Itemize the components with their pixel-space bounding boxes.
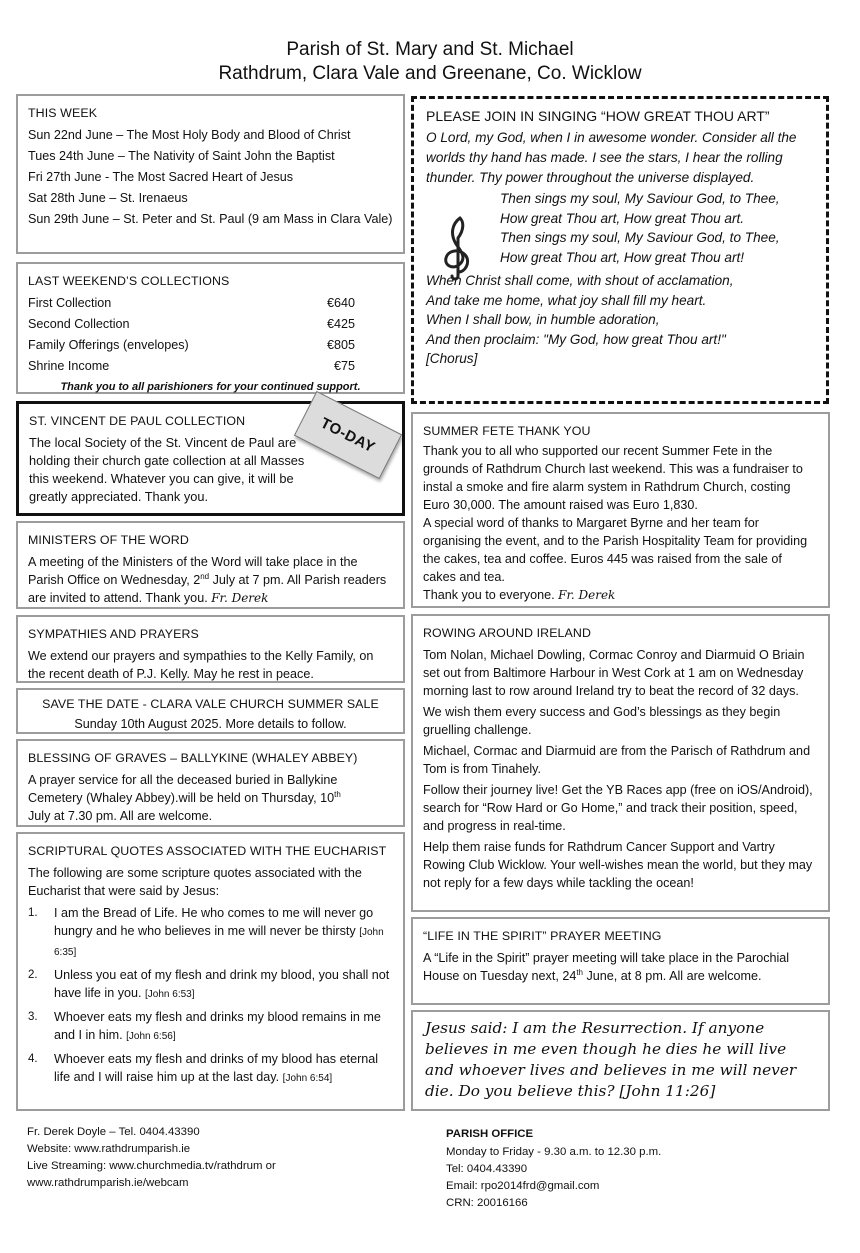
parish-office-line: Monday to Friday - 9.30 a.m. to 12.30 p.m. <box>446 1146 662 1158</box>
ministers-title: MINISTERS OF THE WORD <box>28 533 189 547</box>
graves-text-a: A prayer service for all the deceased buried in Ballykine Cemetery (Whaley Abbey).will be held on Thursday, 10 <box>28 773 338 805</box>
spirit-body <box>423 949 818 985</box>
collection-label: Family Offerings (envelopes) <box>28 338 189 352</box>
graves-box <box>16 739 405 827</box>
collections-title: LAST WEEKEND’S COLLECTIONS <box>28 274 230 288</box>
spirit-text-b: June, at 8 pm. All are welcome. <box>583 969 762 983</box>
ministers-body <box>28 553 393 607</box>
spirit-text-a: A “Life in the Spirit” prayer meeting will take place in the Parochial House on Tuesday next, 24 <box>423 951 790 983</box>
resurrection-quote: Jesus said: I am the Resurrection. If anyone believes in me even though he dies he will live and whoever lives and believes in me will never die. Do you believe this? [John 11:26] <box>425 1019 797 1100</box>
sympathies-title: SYMPATHIES AND PRAYERS <box>28 627 199 641</box>
collection-row <box>28 315 393 333</box>
rowing-para: Michael, Cormac and Diarmuid are from the Parisch of Rathdrum and Tom is from Tinahely. <box>423 744 811 776</box>
this-week-item: Tues 24th June – The Nativity of Saint John the Baptist <box>28 149 335 163</box>
graves-body <box>28 771 358 825</box>
graves-text-b: July at 7.30 pm. All are welcome. <box>28 809 213 823</box>
collection-label: Shrine Income <box>28 359 110 373</box>
rowing-para: Tom Nolan, Michael Dowling, Cormac Conroy and Diarmuid O Briain set out from Baltimore Harbour in West Cork at 1 am on Wednesday morning last to row around Ireland try to beat the record of 32 days. <box>423 648 805 698</box>
svdp-body: The local Society of the St. Vincent de Paul are holding their church gate collection at all Masses this weekend. Whatever you can give, it will be greatly appreciated. Thank you. <box>29 435 305 504</box>
footer-line: www.rathdrumparish.ie/webcam <box>27 1177 189 1189</box>
fete-thanks: Thank you to everyone. <box>423 588 559 602</box>
collection-amount: €75 <box>333 359 355 373</box>
collection-label: Second Collection <box>28 317 130 331</box>
footer-contact <box>27 1124 397 1192</box>
verse-line: When I shall bow, in humble adoration, <box>426 312 660 327</box>
ministers-signature: Fr. Derek <box>211 591 269 605</box>
this-week-box <box>16 94 405 254</box>
this-week-item: Fri 27th June - The Most Sacred Heart of Jesus <box>28 170 294 184</box>
rowing-title: ROWING AROUND IRELAND <box>423 626 592 640</box>
scripture-item <box>28 1050 393 1088</box>
scripture-num: 2. <box>28 969 38 981</box>
spirit-sup: th <box>576 967 583 977</box>
save-date-title: SAVE THE DATE - CLARA VALE CHURCH SUMMER SALE <box>42 697 379 711</box>
verse-line: And take me home, what joy shall fill my heart. <box>426 292 707 308</box>
scripture-text <box>54 966 393 1004</box>
verse-line: And then proclaim: "My God, how great Thou art!" <box>426 331 726 347</box>
chorus-line: How great Thou art, How great Thou art! <box>500 249 745 265</box>
verse-line: When Christ shall come, with shout of acclamation, <box>426 273 734 288</box>
fete-para: Thank you to all who supported our recent Summer Fete in the grounds of Rathdrum Church last weekend. This was a fundraiser to instal a smoke and fire alarm system in Rathdrum Church, costing Euro 30,000. The amount raised was Euro 1,830. <box>423 444 803 512</box>
ministers-box <box>16 521 405 609</box>
rowing-para: Follow their journey live! Get the YB Races app (free on iOS/Android), search for “Row Hard or Go Home,” and track their position, speed, and progress in real-time. <box>423 783 813 833</box>
scripture-item <box>28 904 393 962</box>
scripture-quote: Whoever eats my flesh and drinks my blood remains in me and I in him. <box>54 1010 381 1042</box>
ministers-sup: nd <box>200 571 210 581</box>
today-stamp: TO-DAY <box>294 391 402 479</box>
quote-box <box>411 1010 830 1111</box>
footer-line: Live Streaming: www.churchmedia.tv/rathdrum or <box>27 1160 276 1172</box>
collection-label: First Collection <box>28 296 112 310</box>
scripture-num: 1. <box>28 907 38 919</box>
scripture-quote: Whoever eats my flesh and drinks of my blood has eternal life and I will raise him up at the last day. <box>54 1052 379 1084</box>
parish-office-line: Email: rpo2014frd@gmail.com <box>446 1180 600 1192</box>
fete-para: A special word of thanks to Margaret Byrne and her team for organising the event, and to the Parish Hospitality Team for providing the cakes, tea and coffee. Euros 445 was raised from the sale of cakes and tea. <box>423 516 808 584</box>
collections-box <box>16 262 405 394</box>
scripture-ref: [John 6:56] <box>126 1031 176 1042</box>
collections-thanks: Thank you to all parishioners for your continued support. <box>60 381 361 393</box>
verse-line: [Chorus] <box>426 351 478 366</box>
hymn-verse-1: O Lord, my God, when I in awesome wonder. Consider all the worlds thy hand has made. I see the stars, I hear the rolling thunder. Thy power throughout the universe displayed. <box>426 130 797 185</box>
collection-row <box>28 357 393 375</box>
this-week-item: Sat 28th June – St. Irenaeus <box>28 191 188 205</box>
treble-clef-icon <box>430 212 484 282</box>
scripture-title: SCRIPTURAL QUOTES ASSOCIATED WITH THE EUCHARIST <box>28 844 387 858</box>
parish-office-title: PARISH OFFICE <box>446 1128 534 1140</box>
scripture-item <box>28 966 393 1004</box>
hymn-title: PLEASE JOIN IN SINGING “HOW GREAT THOU ART” <box>426 108 770 124</box>
scripture-text <box>54 1050 393 1088</box>
parish-office <box>446 1126 816 1212</box>
chorus-line: Then sings my soul, My Saviour God, to Thee, <box>500 191 780 206</box>
scripture-num: 3. <box>28 1011 38 1023</box>
scripture-text <box>54 904 393 962</box>
parish-title: Parish of St. Mary and St. Michael <box>286 39 574 60</box>
scripture-item <box>28 1008 393 1046</box>
this-week-item: Sun 22nd June – The Most Holy Body and Blood of Christ <box>28 128 351 142</box>
fete-title: SUMMER FETE THANK YOU <box>423 424 591 438</box>
this-week-item: Sun 29th June – St. Peter and St. Paul (9 am Mass in Clara Vale) <box>28 212 393 226</box>
footer-line: Website: www.rathdrumparish.ie <box>27 1143 191 1155</box>
scripture-text <box>54 1008 393 1046</box>
parish-office-line: CRN: 20016166 <box>446 1197 528 1209</box>
parish-subtitle: Rathdrum, Clara Vale and Greenane, Co. Wicklow <box>218 63 642 84</box>
page-header <box>0 38 860 86</box>
save-date-box <box>16 688 405 734</box>
scripture-ref: [John 6:35] <box>54 927 384 958</box>
scripture-quote: I am the Bread of Life. He who comes to me will never go hungry and he who believes in me will never be thirsty <box>54 906 374 938</box>
scripture-num: 4. <box>28 1053 38 1065</box>
rowing-para: We wish them every success and God’s blessings as they begin gruelling challenge. <box>423 705 781 737</box>
collection-row <box>28 294 393 312</box>
collection-amount: €425 <box>326 317 355 331</box>
sympathies-box <box>16 615 405 683</box>
scripture-ref: [John 6:54] <box>282 1073 333 1084</box>
svdp-title: ST. VINCENT DE PAUL COLLECTION <box>29 414 246 428</box>
scripture-quote: Unless you eat of my flesh and drink my blood, you shall not have life in you. <box>54 968 390 1000</box>
graves-title: BLESSING OF GRAVES – BALLYKINE (WHALEY ABBEY) <box>28 751 358 765</box>
parish-office-line: Tel: 0404.43390 <box>446 1163 528 1175</box>
save-date-body: Sunday 10th August 2025. More details to follow. <box>74 717 347 731</box>
fete-box <box>411 412 830 608</box>
collection-row <box>28 336 393 354</box>
scripture-ref: [John 6:53] <box>145 989 195 1000</box>
rowing-para: Help them raise funds for Rathdrum Cancer Support and Vartry Rowing Club Wicklow. Your well-wishes mean the world, but they may not reply for a few days while tackling the ocean! <box>423 840 813 890</box>
ministers-text-b: July at 7 pm. All Parish readers are invited to attend. Thank you. <box>28 573 387 605</box>
collection-amount: €805 <box>326 338 355 352</box>
footer-line: Fr. Derek Doyle – Tel. 0404.43390 <box>27 1126 200 1138</box>
scripture-list <box>28 904 393 1088</box>
spirit-box <box>411 917 830 1005</box>
fete-para <box>423 586 818 604</box>
scripture-intro: The following are some scripture quotes associated with the Eucharist that were said by Jesus: <box>28 866 362 898</box>
graves-sup: th <box>334 789 341 799</box>
rowing-box <box>411 614 830 912</box>
scripture-box <box>16 832 405 1111</box>
this-week-title: THIS WEEK <box>28 106 98 120</box>
ministers-text-a: A meeting of the Ministers of the Word will take place in the Parish Office on Wednesday, 2 <box>28 555 358 587</box>
spirit-title: “LIFE IN THE SPIRIT” PRAYER MEETING <box>423 929 662 943</box>
fete-signature: Fr. Derek <box>558 588 616 602</box>
sympathies-body: We extend our prayers and sympathies to the Kelly Family, on the recent death of P.J. Kelly. May he rest in peace. <box>28 649 374 681</box>
hymn-chorus <box>500 189 814 267</box>
chorus-line: Then sings my soul, My Saviour God, to Thee, <box>500 230 780 245</box>
hymn-verse-2 <box>426 271 814 369</box>
chorus-line: How great Thou art, How great Thou art. <box>500 210 745 226</box>
collection-amount: €640 <box>326 296 355 310</box>
